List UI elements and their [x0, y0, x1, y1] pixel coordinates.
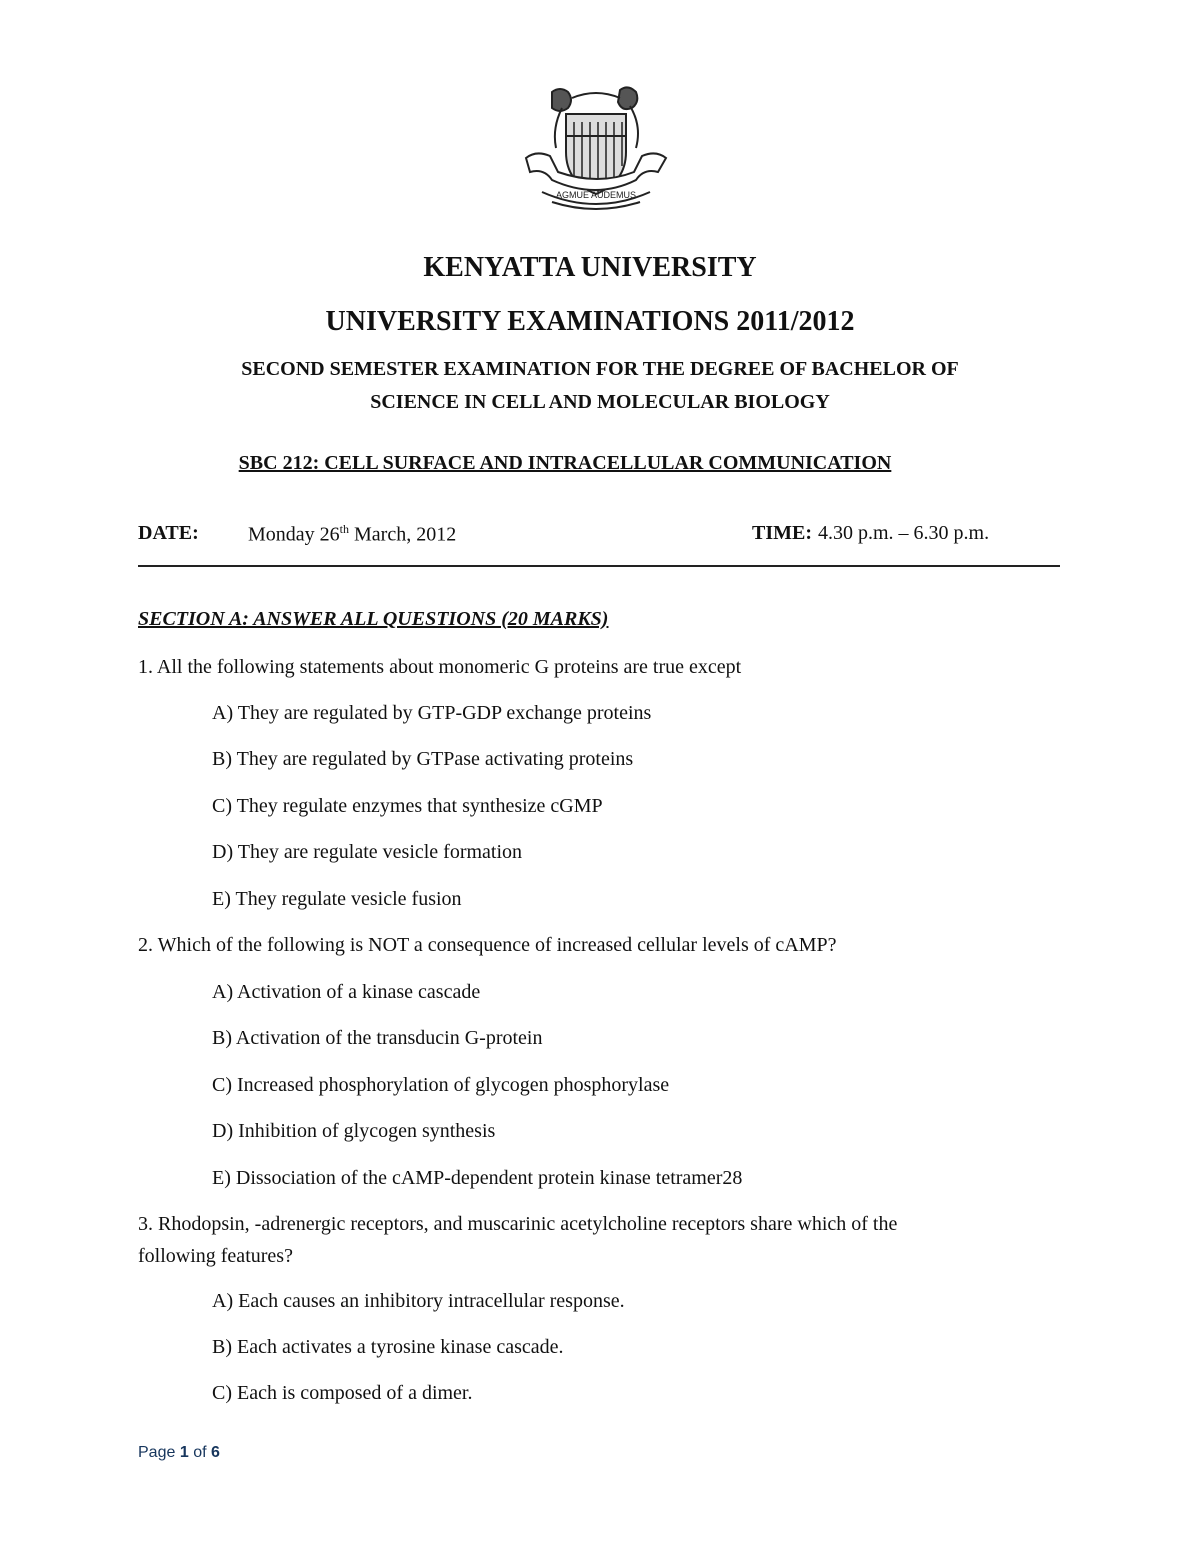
- question-2-option-e: E) Dissociation of the cAMP-dependent protein kinase tetramer28: [212, 1167, 743, 1189]
- degree-line-1: SECOND SEMESTER EXAMINATION FOR THE DEGREE OF BACHELOR OF: [241, 358, 959, 380]
- question-2-option-a: A) Activation of a kinase cascade: [212, 981, 481, 1003]
- question-3-text-line-2: following features?: [138, 1245, 293, 1267]
- question-2-option-d: D) Inhibition of glycogen synthesis: [212, 1120, 496, 1142]
- question-2-option-c: C) Increased phosphorylation of glycogen phosphorylase: [212, 1074, 670, 1096]
- question-1-text: 1. All the following statements about monomeric G proteins are true except: [138, 656, 742, 678]
- question-3-option-b: B) Each activates a tyrosine kinase cascade.: [212, 1336, 564, 1358]
- time-label: TIME:: [752, 522, 812, 544]
- question-3-text-line-1: 3. Rhodopsin, -adrenergic receptors, and muscarinic acetylcholine receptors share which of the: [138, 1213, 898, 1235]
- question-1-option-c: C) They regulate enzymes that synthesize cGMP: [212, 795, 603, 817]
- date-value: Monday 26th March, 2012: [248, 522, 457, 546]
- question-3-option-a: A) Each causes an inhibitory intracellular response.: [212, 1290, 625, 1312]
- section-heading: SECTION A: ANSWER ALL QUESTIONS (20 MARKS): [138, 608, 609, 630]
- question-1-option-a: A) They are regulated by GTP-GDP exchange proteins: [212, 702, 652, 724]
- institution-title: KENYATTA UNIVERSITY: [423, 252, 757, 283]
- question-1-option-b: B) They are regulated by GTPase activating proteins: [212, 748, 634, 770]
- exam-series-title: UNIVERSITY EXAMINATIONS 2011/2012: [325, 306, 855, 337]
- question-3-option-c: C) Each is composed of a dimer.: [212, 1382, 473, 1404]
- question-1-option-e: E) They regulate vesicle fusion: [212, 888, 462, 910]
- question-2-text: 2. Which of the following is NOT a consequence of increased cellular levels of cAMP?: [138, 934, 837, 956]
- question-1-option-d: D) They are regulate vesicle formation: [212, 841, 523, 863]
- question-2-option-b: B) Activation of the transducin G-protein: [212, 1027, 543, 1049]
- header-divider: [138, 565, 1060, 567]
- svg-text:AGMUE AUDEMUS: AGMUE AUDEMUS: [555, 190, 637, 200]
- university-crest-logo: [522, 84, 670, 216]
- degree-line-2: SCIENCE IN CELL AND MOLECULAR BIOLOGY: [370, 391, 830, 413]
- course-title: SBC 212: CELL SURFACE AND INTRACELLULAR COMMUNICATION: [238, 452, 892, 474]
- page-footer: Page 1 of 6: [138, 1444, 220, 1461]
- time-value: 4.30 p.m. – 6.30 p.m.: [818, 522, 990, 544]
- date-label: DATE:: [138, 522, 199, 544]
